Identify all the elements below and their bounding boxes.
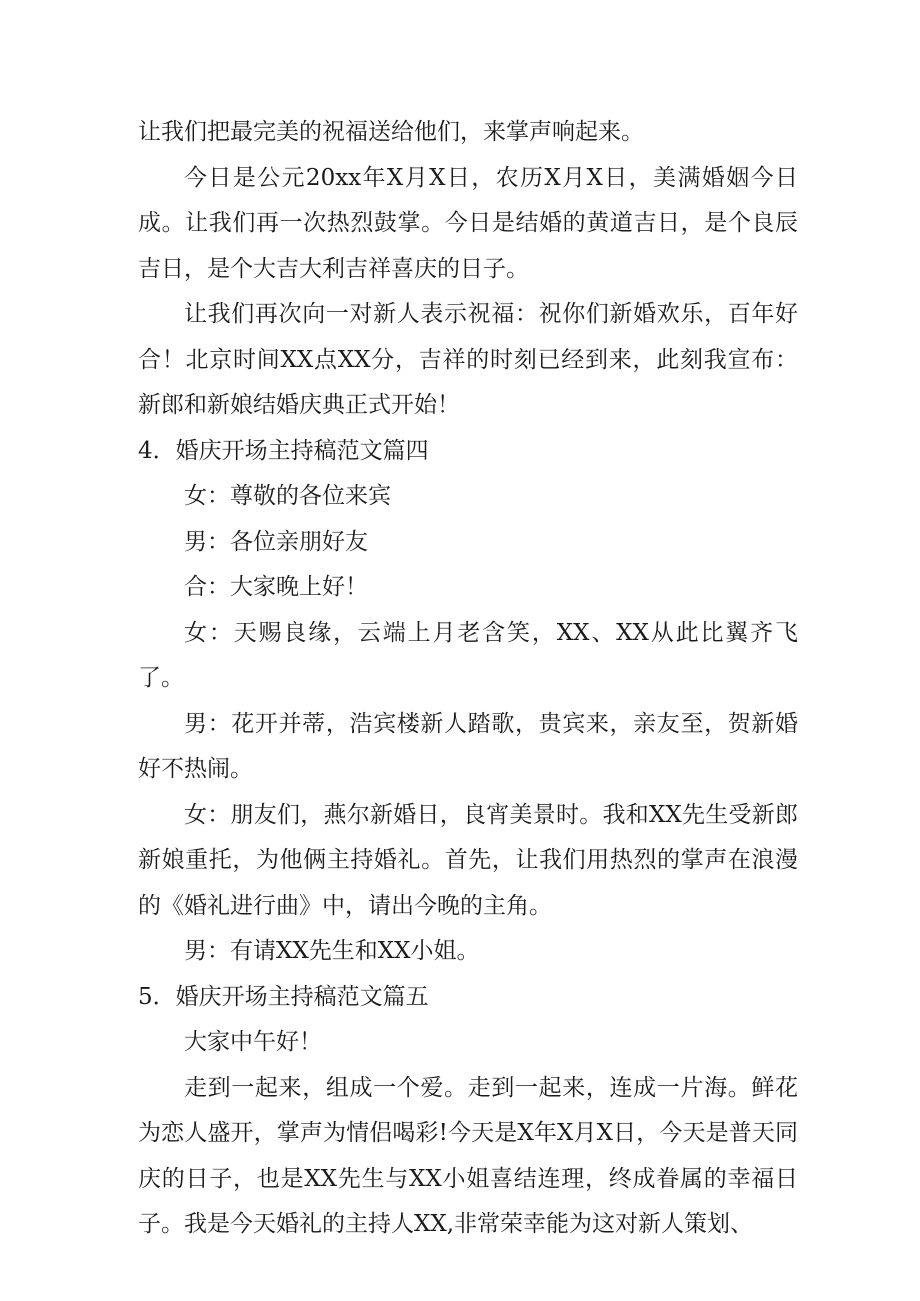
paragraph-2: 今日是公元20xx年X月X日，农历X月X日，美满婚姻今日成。让我们再一次热烈鼓掌。今日是结婚的黄道吉日，是个良辰吉日，是个大吉大利吉祥喜庆的日子。	[138, 164, 798, 282]
paragraph-10: 女：朋友们，燕尔新婚日，良宵美景时。我和XX先生受新郎新娘重托，为他俩主持婚礼。首先，让我们用热烈的掌声在浪漫的《婚礼进行曲》中，请出今晚的主角。	[138, 801, 798, 919]
paragraph-1: 让我们把最完美的祝福送给他们，来掌声响起来。	[138, 119, 644, 145]
paragraph-7: 合：大家晚上好！	[184, 574, 368, 600]
paragraph-11: 男：有请XX先生和XX小姐。	[184, 938, 480, 964]
paragraph-6: 男：各位亲朋好友	[184, 528, 368, 555]
paragraph-14: 走到一起来，组成一个爱。走到一起来，连成一片海。鲜花为恋人盛开，掌声为情侣喝彩!今天是X年X月X日，今天是普天同庆的日子，也是XX先生与XX小姐喜结连理，终成眷属的幸福日子。我是今天婚礼的主持人XX,非常荣幸能为这对新人策划、	[138, 1074, 798, 1237]
paragraph-5: 女：尊敬的各位来宾	[184, 483, 391, 509]
paragraph-13: 大家中午好！	[184, 1029, 322, 1055]
document-body	[138, 110, 798, 1248]
paragraph-9: 男：花开并蒂，浩宾楼新人踏歌，贵宾来，亲友至，贺新婚好不热闹。	[138, 710, 798, 782]
section-heading-5: 5．婚庆开场主持稿范文篇五	[138, 983, 429, 1010]
paragraph-8: 女：天赐良缘，云端上月老含笑，XX、XX从此比翼齐飞了。	[138, 619, 798, 691]
section-heading-4: 4．婚庆开场主持稿范文篇四	[138, 437, 429, 464]
paragraph-3: 让我们再次向一对新人表示祝福：祝你们新婚欢乐，百年好合！北京时间XX点XX分，吉祥的时刻已经到来，此刻我宣布：新郎和新娘结婚庆典正式开始！	[138, 301, 798, 418]
